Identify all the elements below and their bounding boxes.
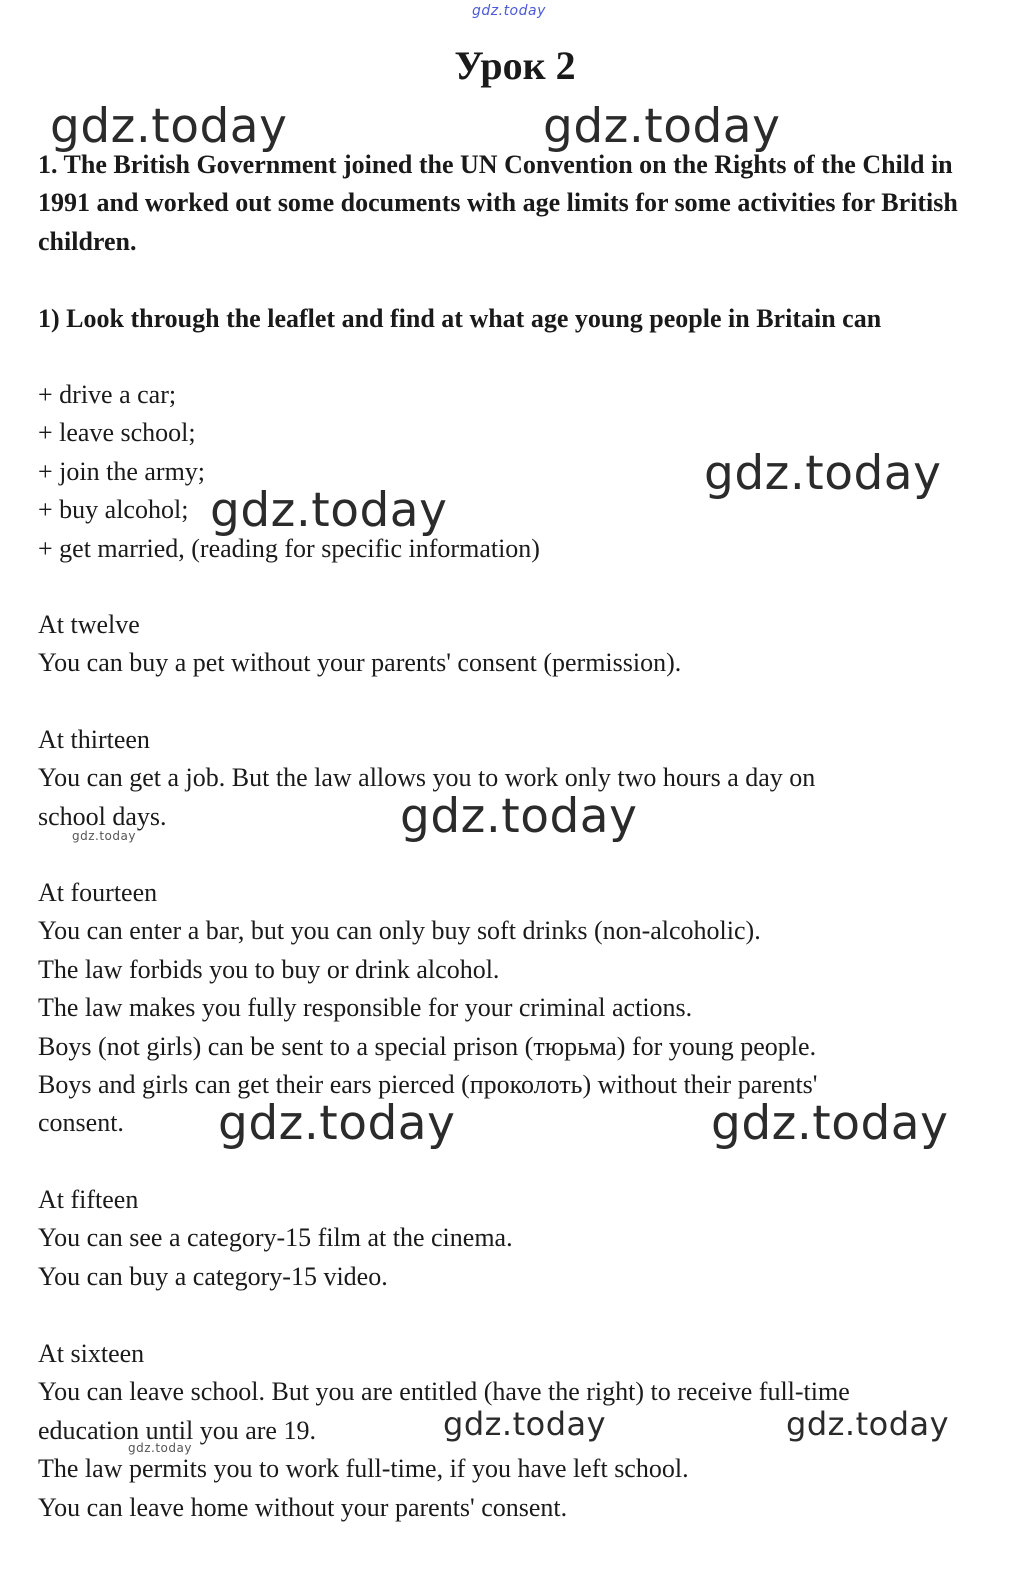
section-heading: At thirteen bbox=[38, 725, 150, 754]
section-fourteen bbox=[38, 874, 968, 1143]
section-line: You can see a category-15 film at the cinema. bbox=[38, 1223, 513, 1253]
section-line: You can get a job. But the law allows you to work only two hours a day on bbox=[38, 763, 816, 793]
section-line: The law permits you to work full-time, if you have left school. bbox=[38, 1454, 689, 1484]
section-line: Boys (not girls) can be sent to a special prison (тюрьма) for young people. bbox=[38, 1031, 817, 1061]
watermark: gdz.today bbox=[400, 789, 638, 844]
list-item: + drive a car; bbox=[38, 380, 177, 409]
section-line: Boys and girls can get their ears pierced (проколоть) without their parents' bbox=[38, 1070, 818, 1100]
section-sixteen bbox=[38, 1335, 968, 1527]
section-line: The law makes you fully responsible for your criminal actions. bbox=[38, 993, 693, 1023]
watermark: gdz.today bbox=[210, 483, 448, 538]
section-thirteen bbox=[38, 721, 968, 836]
section-line: school days. bbox=[38, 801, 167, 831]
watermark: gdz.today bbox=[711, 1096, 949, 1151]
list-item: + get married, (reading for specific information) bbox=[38, 533, 540, 563]
watermark: gdz.today bbox=[704, 446, 942, 501]
task-heading bbox=[38, 146, 968, 261]
section-line: You can buy a category-15 video. bbox=[38, 1261, 388, 1291]
section-fifteen bbox=[38, 1181, 968, 1296]
list-item: + join the army; bbox=[38, 456, 206, 486]
watermark: gdz.today bbox=[50, 99, 288, 154]
watermark: gdz.today bbox=[443, 1405, 607, 1443]
section-line: The law forbids you to buy or drink alcohol. bbox=[38, 954, 500, 984]
section-heading: At twelve bbox=[38, 610, 140, 639]
page-title: Урок 2 bbox=[454, 43, 576, 88]
list-item: + leave school; bbox=[38, 418, 196, 448]
section-heading: At fourteen bbox=[38, 878, 158, 907]
watermark: gdz.today bbox=[218, 1096, 456, 1151]
section-line: education until you are 19. bbox=[38, 1415, 316, 1445]
subtask-list bbox=[38, 376, 968, 568]
subtask-heading bbox=[38, 300, 968, 338]
section-heading: At fifteen bbox=[38, 1185, 139, 1214]
task-heading-text: 1. The British Government joined the UN Convention on the Rights of the Child in 1991 and worked out some documents with age limits for some activities for British children. bbox=[38, 150, 958, 256]
section-line: You can enter a bar, but you can only buy soft drinks (non-alcoholic). bbox=[38, 916, 761, 946]
watermark-top: gdz.today bbox=[472, 3, 546, 19]
watermark-small: gdz.today bbox=[72, 829, 136, 843]
section-line: You can leave school. But you are entitled (have the right) to receive full-time bbox=[38, 1377, 850, 1407]
section-line: You can buy a pet without your parents' consent (permission). bbox=[38, 648, 682, 678]
watermark-small: gdz.today bbox=[128, 1441, 192, 1455]
watermark: gdz.today bbox=[543, 99, 781, 154]
section-line: consent. bbox=[38, 1108, 124, 1138]
list-item: + buy alcohol; bbox=[38, 495, 189, 525]
watermark: gdz.today bbox=[786, 1405, 950, 1443]
subtask-heading-text: 1) Look through the leaflet and find at what age young people in Britain can bbox=[38, 304, 882, 333]
section-line: You can leave home without your parents' consent. bbox=[38, 1492, 568, 1522]
section-heading: At sixteen bbox=[38, 1339, 145, 1368]
section-twelve bbox=[38, 606, 968, 683]
